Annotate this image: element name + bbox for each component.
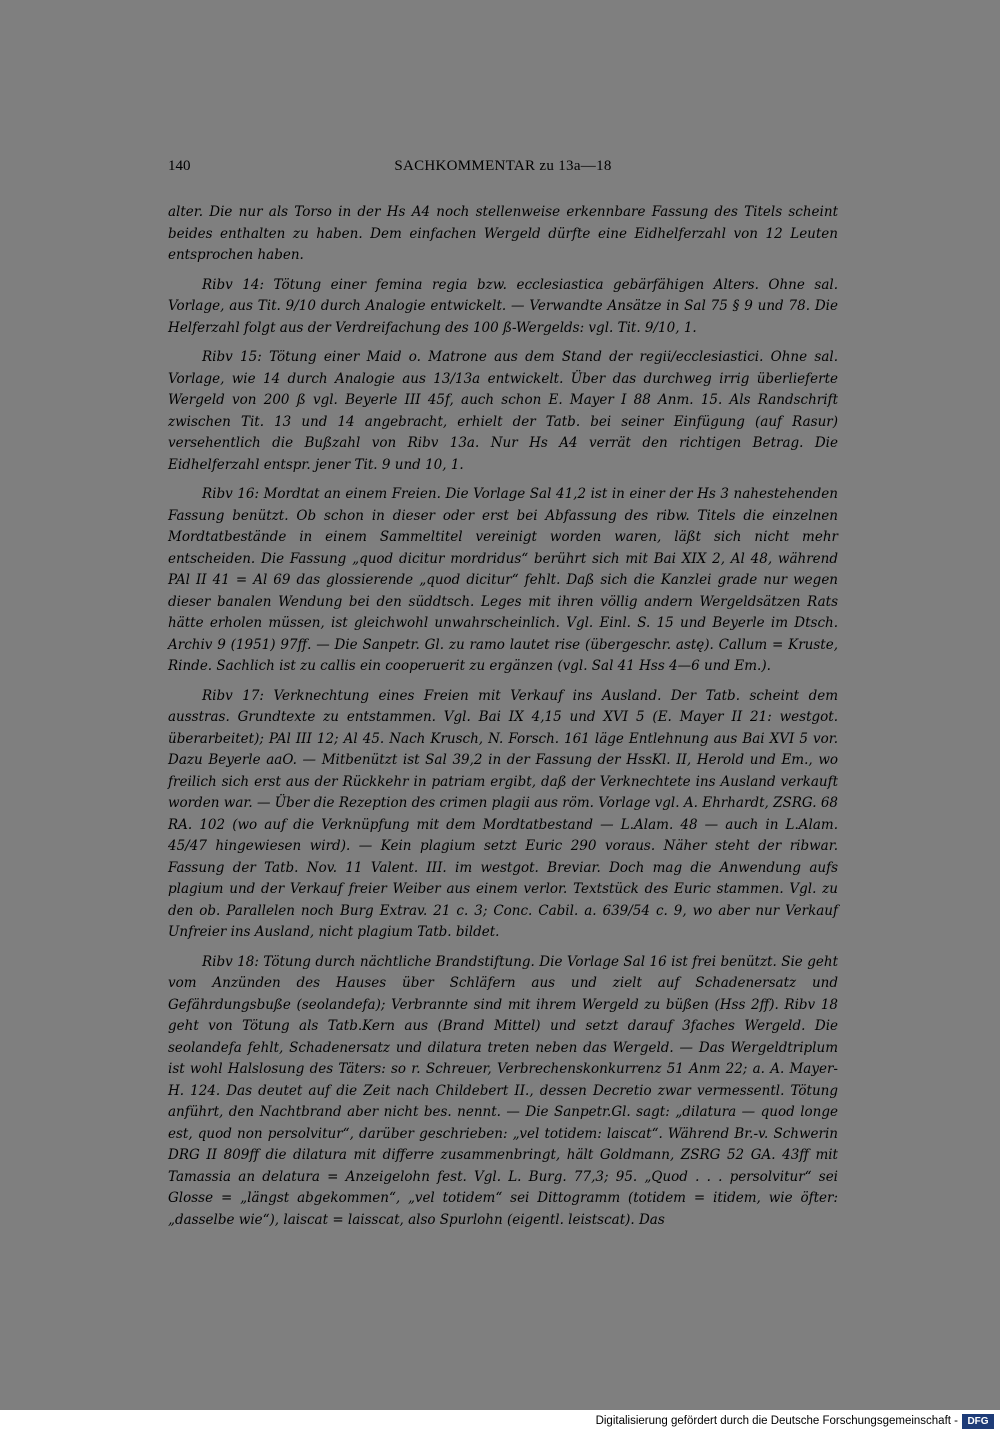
funding-credit: Digitalisierung gefördert durch die Deutsche Forschungsgemeinschaft - — [595, 1415, 958, 1427]
paragraph-ribv-17: Ribv 17: Verknechtung eines Freien mit Verkauf ins Ausland. Der Tatb. scheint dem ausstras. Grundtexte zu entstammen. Vgl. Bai IX 4,15 und XVI 5 (E. Mayer II 21: westgot. überarbeitet); PAl III 12; Al 45. Nach Krusch, N. Forsch. 161 läge Entlehnung aus Bai XVI 5 vor. Dazu Beyerle aaO. — Mitbenützt ist Sal 39,2 in der Fassung der HssKl. II, Herold und Em., wo freilich sich erst aus der Rückkehr in patriam ergibt, daß der Verknechtete ins Ausland verkauft worden war. — Über die Rezeption des crimen plagii aus röm. Vorlage vgl. A. Ehrhardt, ZSRG. 68 RA. 102 (wo auf die Verknüpfung mit dem Mordtatbestand — L.Alam. 48 — auch in L.Alam. 45/47 hingewiesen wird). — Kein plagium setzt Euric 290 voraus. Näher steht der ribwar. Fassung der Tatb. Nov. 11 Valent. III. im westgot. Breviar. Doch mag die Anwendung aufs plagium und der Verkauf freier Weiber aus einem verlor. Textstück des Euric stammen. Vgl. zu den ob. Parallelen noch Burg Extrav. 21 c. 3; Conc. Cabil. a. 639/54 c. 9, wo aber nur Verkauf Unfreier ins Ausland, nicht plagium Tatb. bildet. — [168, 687, 838, 940]
paragraph-ribv-14: Ribv 14: Tötung einer femina regia bzw. ecclesiastica gebärfähigen Alters. Ohne sal. Vorlage, aus Tit. 9/10 durch Analogie entwickelt. — Verwandte Ansätze in Sal 75 § 9 und 78. Die Helferzahl folgt aus der Verdreifachung des 100 ß-Wergelds: vgl. Tit. 9/10, 1. — [168, 276, 838, 336]
funding-footer — [0, 1410, 1000, 1434]
running-title: SACHKOMMENTAR zu 13a—18 — [394, 158, 612, 174]
page-number: 140 — [168, 158, 191, 174]
page-header — [168, 158, 838, 182]
paragraph-ribv-15: Ribv 15: Tötung einer Maid o. Matrone aus dem Stand der regii/ecclesiastici. Ohne sal. Vorlage, wie 14 durch Analogie aus 13/13a entwickelt. Über das durchweg irrig überlieferte Wergeld von 200 ß vgl. Beyerle III 45f, auch schon E. Mayer I 88 Anm. 15. Als Randschrift zwischen Tit. 13 und 14 angebracht, erhielt der Tatb. bei seiner Einfügung (auf Rasur) versehentlich die Bußzahl von Ribv 13a. Nur Hs A4 verrät den richtigen Betrag. Die Eidhelferzahl entspr. jener Tit. 9 und 10, 1. — [168, 349, 838, 473]
commentary-text — [168, 202, 838, 1231]
book-page — [168, 158, 838, 1239]
paragraph-ribv-18: Ribv 18: Tötung durch nächtliche Brandstiftung. Die Vorlage Sal 16 ist frei benützt. Sie geht vom Anzünden des Hauses über Schläfern aus und zielt auf Schadenersatz und Gefährdungsbuße (seolandefa); Verbrannte sind mit ihrem Wergeld zu büßen (Hss 2ff). Ribv 18 geht von Tötung als Tatb.Kern aus (Brand Mittel) und setzt darauf 3faches Wergeld. Die seolandefa fehlt, Schadenersatz und dilatura treten neben das Wergeld. — Das Wergeldtriplum ist wohl Halslosung des Täters: so r. Schreuer, Verbrechenskonkurrenz 51 Anm 22; a. A. Mayer-H. 124. Das deutet auf die Zeit nach Childebert II., dessen Decretio zwar vermessentl. Tötung anführt, den Nachtbrand aber nicht bes. nennt. — Die Sanpetr.Gl. sagt: „dilatura — quod longe est, quod non persolvitur“, darüber geschrieben: „vel totidem: laiscat“. Während Br.-v. Schwerin DRG II 809ff die dilatura mit differre zusammenbringt, hält Goldmann, ZSRG 52 GA. 43ff mit Tamassia an delatura = Anzeigelohn fest. Vgl. L. Burg. 77,3; 95. „Quod . . . persolvitur“ sei Glosse = „längst abgekommen“, „vel totidem“ sei Dittogramm (totidem = itidem, wie öfter: „dasselbe wie“), laiscat = laisscat, also Spurlohn (eigentl. leistscat). Das — [168, 953, 838, 1228]
paragraph-continuation: alter. Die nur als Torso in der Hs A4 noch stellenweise erkennbare Fassung des Titels scheint beides enthalten zu haben. Dem einfachen Wergeld dürfte eine Eidhelferzahl von 12 Leuten entsprochen haben. — [168, 204, 838, 263]
paragraph-ribv-16: Ribv 16: Mordtat an einem Freien. Die Vorlage Sal 41,2 ist in einer der Hs 3 nahestehenden Fassung benützt. Ob schon in dieser oder erst bei Abfassung des ribw. Titels die einzelnen Mordtatbestände in einem Sammeltitel vereinigt worden waren, läßt sich nicht mehr entscheiden. Die Fassung „quod dicitur mordridus“ berührt sich mit Bai XIX 2, Al 48, während PAl II 41 = Al 69 das glossierende „quod dicitur“ fehlt. Daß sich die Kanzlei grade nur wegen dieser banalen Wendung bei den süddtsch. Leges mit ihren völlig andern Wergeldsätzen Rats hätte erholen müssen, ist gleichwohl unwahrscheinlich. Vgl. Einl. S. 15 und Beyerle im Dtsch. Archiv 9 (1951) 97ff. — Die Sanpetr. Gl. zu ramo lautet rise (übergeschr. astę). Callum = Kruste, Rinde. Sachlich ist zu callis ein cooperuerit zu ergänzen (vgl. Sal 41 Hss 4—6 und Em.). — [168, 486, 838, 674]
dfg-logo-icon: DFG — [962, 1414, 994, 1429]
